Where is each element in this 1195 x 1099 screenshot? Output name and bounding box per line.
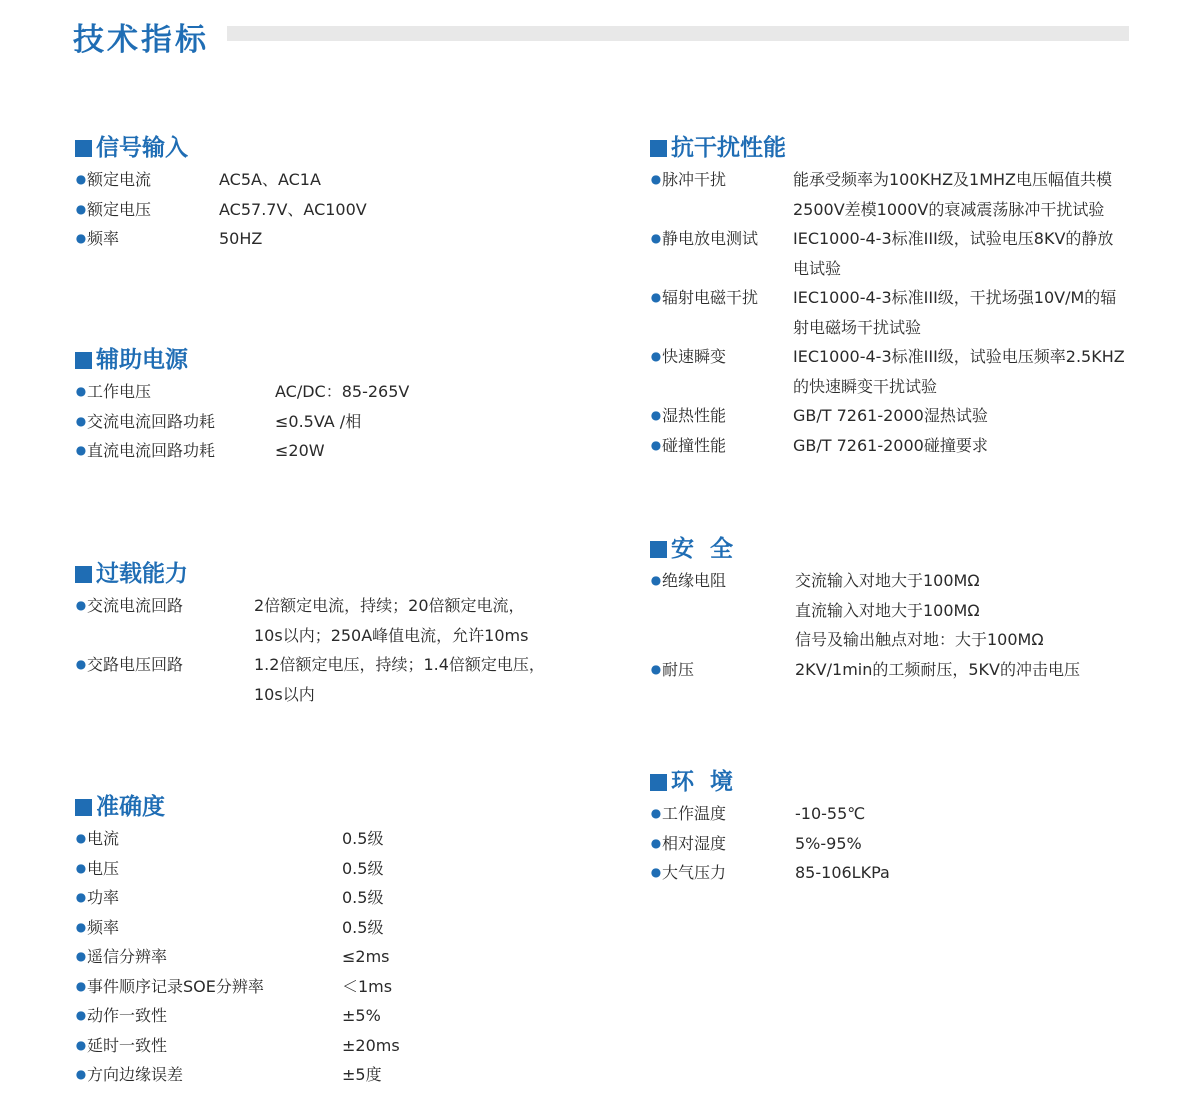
spec-row-voltage — [75, 854, 400, 884]
spec-value-line: 10s以内；250A峰值电流，允许10ms — [254, 625, 529, 645]
spec-label: 交流电流回路功耗 — [87, 411, 216, 431]
spec-row-power — [75, 883, 400, 913]
spec-value-line: 直流输入对地大于100MΩ — [795, 600, 980, 620]
dot-bullet-icon: ● — [75, 413, 87, 428]
dot-bullet-icon: ● — [75, 443, 87, 457]
spec-label: 额定电压 — [87, 199, 152, 219]
spec-value — [793, 224, 1113, 283]
spec-label: 工作电压 — [87, 382, 152, 401]
dot-bullet-icon: ● — [650, 437, 662, 452]
spec-value-line: 10s以内 — [254, 684, 315, 704]
spec-row-pulse-interference — [650, 165, 1125, 224]
spec-value: 5%-95% — [795, 833, 862, 853]
section-heading-text: 准确度 — [96, 794, 165, 820]
spec-value-line: 2倍额定电流，持续；20倍额定电流， — [254, 596, 525, 615]
spec-value-line: 交流输入对地大于100MΩ — [795, 571, 980, 590]
spec-label: 静电放电测试 — [662, 229, 759, 248]
spec-row-rated-voltage — [75, 195, 367, 225]
dot-bullet-icon: ● — [75, 1067, 87, 1081]
section-heading — [75, 792, 400, 822]
spec-label: 动作一致性 — [87, 1006, 168, 1025]
square-bullet-icon — [650, 541, 667, 558]
spec-value: 85-106LKPa — [795, 863, 890, 882]
spec-row-remote-signal-resolution — [75, 942, 400, 972]
spec-label: 辐射电磁干扰 — [662, 288, 759, 307]
spec-value — [795, 566, 1044, 655]
dot-bullet-icon: ● — [75, 890, 87, 904]
spec-row-electrostatic-discharge — [650, 224, 1125, 283]
square-bullet-icon — [75, 140, 92, 157]
spec-row-bump — [650, 431, 1125, 461]
dot-bullet-icon: ● — [650, 573, 662, 587]
square-bullet-icon — [75, 352, 92, 369]
spec-label: 耐压 — [662, 659, 695, 679]
dot-bullet-icon: ● — [75, 172, 87, 186]
spec-label: 湿热性能 — [662, 406, 727, 425]
section-heading-text: 环 境 — [671, 769, 734, 795]
spec-value — [793, 342, 1125, 401]
section-heading — [650, 133, 1125, 163]
spec-value-line: 的快速瞬变干扰试验 — [793, 376, 938, 396]
dot-bullet-icon: ● — [75, 949, 87, 963]
spec-row-direction-edge-error — [75, 1060, 400, 1090]
spec-value: 50HZ — [219, 229, 263, 248]
spec-label: 额定电流 — [87, 170, 152, 189]
spec-label: 电压 — [87, 858, 120, 878]
dot-bullet-icon: ● — [650, 349, 662, 363]
spec-value: 0.5级 — [342, 829, 384, 848]
spec-row-atmospheric-pressure — [650, 858, 890, 888]
dot-bullet-icon: ● — [650, 865, 662, 879]
section-heading-text: 辅助电源 — [96, 347, 188, 373]
dot-bullet-icon: ● — [75, 831, 87, 845]
spec-label: 快速瞬变 — [662, 347, 727, 366]
square-bullet-icon — [75, 799, 92, 816]
dot-bullet-icon: ● — [650, 231, 662, 245]
section-heading-text: 过载能力 — [96, 561, 188, 587]
section-heading — [75, 345, 409, 375]
spec-value: ±20ms — [342, 1035, 400, 1055]
spec-value-line: 能承受频率为100KHZ及1MHZ电压幅值共模 — [793, 170, 1113, 189]
section-accuracy — [75, 792, 400, 1090]
spec-value: ≤20W — [275, 441, 325, 460]
section-aux-power — [75, 345, 409, 466]
dot-bullet-icon: ● — [650, 172, 662, 186]
section-heading-text: 信号输入 — [96, 135, 188, 161]
spec-row-insulation-resistance — [650, 566, 1080, 655]
square-bullet-icon — [650, 774, 667, 791]
spec-value-line: IEC1000-4-3标准III级，干扰场强10V/M的辐 — [793, 288, 1117, 307]
dot-bullet-icon: ● — [650, 661, 662, 676]
spec-value — [254, 591, 528, 650]
spec-label: 碰撞性能 — [662, 435, 727, 455]
page-title: 技术指标 — [73, 22, 209, 58]
spec-label: 频率 — [87, 917, 120, 937]
dot-bullet-icon: ● — [75, 860, 87, 875]
spec-row-fast-transient — [650, 342, 1125, 401]
spec-row-voltage-circuit — [75, 650, 545, 709]
dot-bullet-icon: ● — [75, 231, 87, 245]
spec-label: 交路电压回路 — [87, 655, 184, 674]
square-bullet-icon — [75, 566, 92, 583]
spec-value-line: 1.2倍额定电压，持续；1.4倍额定电压， — [254, 655, 545, 674]
spec-value-line: GB/T 7261-2000湿热试验 — [793, 406, 988, 425]
spec-label: 方向边缘误差 — [87, 1065, 184, 1084]
spec-value — [254, 650, 545, 709]
square-bullet-icon — [650, 140, 667, 157]
spec-value: ≤2ms — [342, 947, 390, 966]
spec-label: 功率 — [87, 888, 120, 907]
spec-label: 工作温度 — [662, 804, 727, 823]
spec-row-action-consistency — [75, 1001, 400, 1031]
spec-row-soe-resolution — [75, 972, 400, 1002]
spec-value — [793, 165, 1112, 224]
section-environment — [650, 767, 890, 888]
spec-row-ac-power-consumption — [75, 407, 409, 437]
dot-bullet-icon: ● — [75, 657, 87, 671]
spec-label: 频率 — [87, 229, 120, 248]
spec-value: ±5% — [342, 1006, 381, 1025]
spec-value: -10-55℃ — [795, 804, 866, 823]
section-heading — [650, 767, 890, 797]
dot-bullet-icon: ● — [75, 1008, 87, 1022]
spec-row-radiated-interference — [650, 283, 1125, 342]
section-heading-text: 抗干扰性能 — [671, 135, 786, 161]
spec-row-relative-humidity — [650, 829, 890, 859]
spec-value: 0.5级 — [342, 858, 384, 878]
spec-value: ≤0.5VA /相 — [275, 411, 362, 431]
spec-row-withstand-voltage — [650, 655, 1080, 685]
spec-row-working-voltage — [75, 377, 409, 407]
spec-value: 0.5级 — [342, 888, 384, 907]
dot-bullet-icon: ● — [75, 384, 87, 398]
dot-bullet-icon: ● — [75, 919, 87, 934]
title-divider-bar — [227, 26, 1129, 41]
spec-label: 直流电流回路功耗 — [87, 441, 216, 460]
spec-label: 绝缘电阻 — [662, 571, 727, 590]
spec-value: AC5A、AC1A — [219, 170, 321, 189]
spec-row-working-temperature — [650, 799, 890, 829]
spec-value-line: IEC1000-4-3标准III级，试验电压8KV的静放 — [793, 229, 1114, 248]
spec-value-line: 2500V差模1000V的衰减震荡脉冲干扰试验 — [793, 199, 1105, 219]
dot-bullet-icon: ● — [650, 408, 662, 422]
spec-value: AC57.7V、AC100V — [219, 199, 367, 219]
spec-label: 相对湿度 — [662, 833, 727, 853]
dot-bullet-icon: ● — [650, 806, 662, 820]
spec-value — [793, 431, 988, 461]
spec-value: 0.5级 — [342, 917, 384, 937]
spec-row-delay-consistency — [75, 1031, 400, 1061]
spec-row-rated-current — [75, 165, 367, 195]
spec-row-frequency — [75, 913, 400, 943]
dot-bullet-icon: ● — [75, 1037, 87, 1052]
section-anti-interference — [650, 133, 1125, 460]
spec-label: 脉冲干扰 — [662, 170, 727, 189]
spec-row-damp-heat — [650, 401, 1125, 431]
spec-value — [793, 283, 1116, 342]
dot-bullet-icon: ● — [650, 290, 662, 304]
dot-bullet-icon: ● — [75, 978, 87, 993]
spec-label: 遥信分辨率 — [87, 947, 168, 966]
spec-label: 电流 — [87, 829, 120, 848]
spec-label: 大气压力 — [662, 863, 727, 882]
spec-value-line: 信号及输出触点对地：大于100MΩ — [795, 630, 1044, 649]
spec-value-line: 2KV/1min的工频耐压，5KV的冲击电压 — [795, 659, 1080, 679]
section-heading-text: 安 全 — [671, 536, 734, 562]
section-heading — [75, 133, 367, 163]
spec-value: ＜1ms — [342, 976, 393, 996]
spec-row-dc-power-consumption — [75, 436, 409, 466]
spec-value: AC/DC：85-265V — [275, 382, 410, 401]
spec-row-current — [75, 824, 400, 854]
spec-value — [795, 655, 1080, 685]
spec-label: 延时一致性 — [87, 1035, 168, 1055]
spec-value-line: 射电磁场干扰试验 — [793, 317, 922, 337]
section-heading — [650, 534, 1080, 564]
section-safety — [650, 534, 1080, 684]
spec-label: 交流电流回路 — [87, 596, 184, 615]
spec-value-line: GB/T 7261-2000碰撞要求 — [793, 435, 988, 455]
spec-value-line: 电试验 — [793, 258, 842, 278]
spec-value: ±5度 — [342, 1065, 382, 1084]
section-overload — [75, 559, 545, 709]
spec-value — [793, 401, 988, 431]
spec-row-ac-current-circuit — [75, 591, 545, 650]
section-heading — [75, 559, 545, 589]
dot-bullet-icon: ● — [75, 598, 87, 612]
spec-value-line: IEC1000-4-3标准III级，试验电压频率2.5KHZ — [793, 347, 1125, 366]
spec-label: 事件顺序记录SOE分辨率 — [87, 976, 264, 996]
spec-row-frequency — [75, 224, 367, 254]
section-signal-input — [75, 133, 367, 254]
dot-bullet-icon: ● — [650, 835, 662, 850]
dot-bullet-icon: ● — [75, 201, 87, 216]
